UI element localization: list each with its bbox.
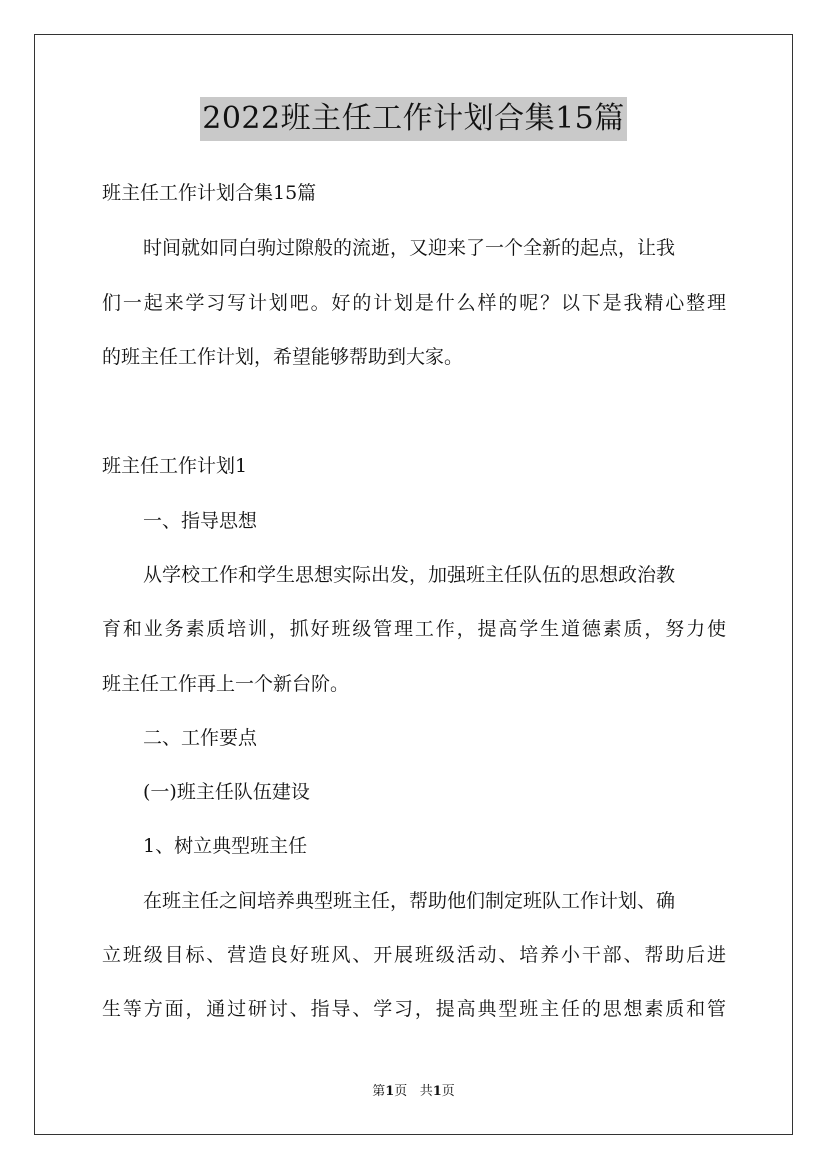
heading-model-teacher: 1、树立典型班主任 (143, 835, 308, 857)
intro-line-3: 的班主任工作计划，希望能够帮助到大家。 (102, 346, 464, 368)
document-title: 2022班主任工作计划合集15篇 (200, 97, 627, 141)
para1-line-1: 从学校工作和学生思想实际出发，加强班主任队伍的思想政治教 (143, 564, 676, 586)
footer-total-number: 1 (432, 1084, 442, 1099)
intro-line-2: 们一起来学习写计划吧。好的计划是什么样的呢？以下是我精心整理 (102, 292, 726, 314)
heading-work-points: 二、工作要点 (143, 727, 258, 749)
para2-line-3: 生等方面，通过研讨、指导、学习，提高典型班主任的思想素质和管 (102, 998, 726, 1020)
para2-line-1: 在班主任之间培养典型班主任，帮助他们制定班队工作计划、确 (143, 890, 676, 912)
footer-page-number: 1 (385, 1084, 395, 1099)
footer-total-suffix: 页 (441, 1084, 455, 1099)
subtitle: 班主任工作计划合集15篇 (102, 182, 317, 204)
heading-guiding-thought: 一、指导思想 (143, 510, 258, 532)
footer-total-prefix: 共 (419, 1084, 433, 1099)
intro-line-1: 时间就如同白驹过隙般的流逝，又迎来了一个全新的起点，让我 (143, 237, 676, 259)
title-container (0, 97, 827, 141)
footer-page-prefix: 第 (372, 1084, 386, 1099)
heading-team-building: (一)班主任队伍建设 (143, 781, 310, 803)
para2-line-2: 立班级目标、营造良好班风、开展班级活动、培养小干部、帮助后进 (102, 944, 726, 966)
footer-page-suffix: 页 (394, 1084, 408, 1099)
para1-line-3: 班主任工作再上一个新台阶。 (102, 673, 350, 695)
page-footer (0, 1083, 827, 1101)
section-title: 班主任工作计划1 (102, 455, 248, 477)
para1-line-2: 育和业务素质培训，抓好班级管理工作，提高学生道德素质，努力使 (102, 618, 726, 640)
